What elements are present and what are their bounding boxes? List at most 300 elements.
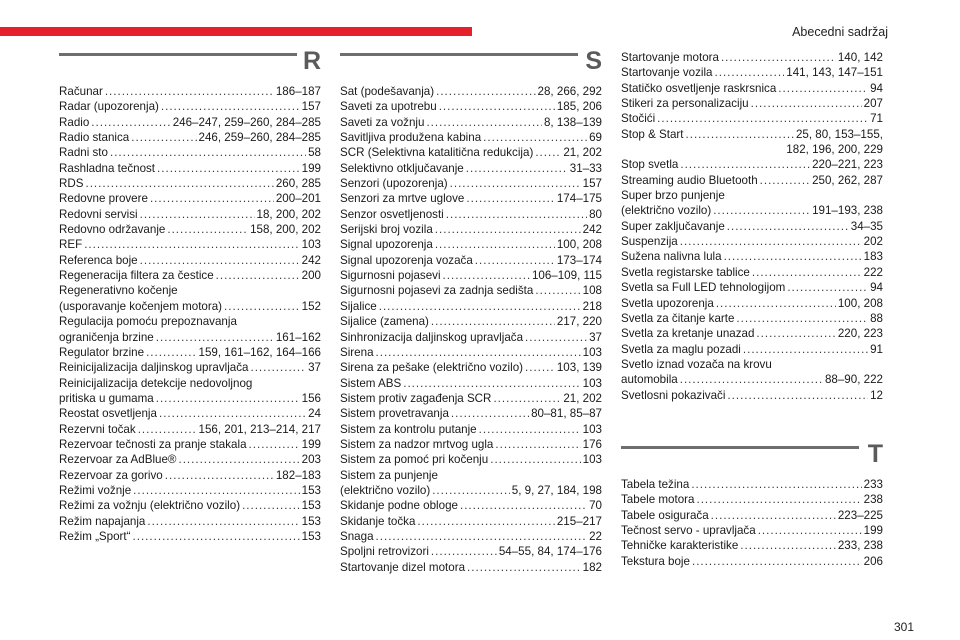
index-entry-term: Svetlosni pokazivači <box>621 388 726 402</box>
index-entry <box>59 345 321 360</box>
index-entry-pages: 100, 208 <box>837 296 883 310</box>
index-entry-term: Super zaključavanje <box>621 219 725 233</box>
index-entry <box>621 203 883 218</box>
dot-leader <box>165 468 274 483</box>
index-entry <box>340 99 602 114</box>
index-entry <box>340 391 602 406</box>
index-entry-pages: 103, 139 <box>556 361 602 375</box>
index-entry-pages: 34–35 <box>850 219 883 233</box>
index-entry-term: Svetla za maglu pozadi <box>621 342 741 356</box>
index-entry-pages: 108 <box>582 284 602 298</box>
dot-leader <box>716 296 836 311</box>
index-entry-pages: 207 <box>863 97 883 111</box>
dot-leader <box>483 130 587 145</box>
section-rule <box>340 53 578 56</box>
index-entry <box>340 330 602 345</box>
index-entry-pages: 156 <box>301 391 321 405</box>
index-entry-pages: 37 <box>308 361 321 375</box>
dot-leader <box>680 372 823 387</box>
index-entry <box>340 161 602 176</box>
index-entry-term: SCR (Selektivna katalitična redukcija) <box>340 146 534 160</box>
index-entry-pages: 215–217 <box>556 514 602 528</box>
index-entry <box>59 115 321 130</box>
index-entry-term: Serijski broj vozila <box>340 223 433 237</box>
index-entry-pages: 182–183 <box>275 468 321 482</box>
index-entry-pages: 182 <box>582 560 602 574</box>
index-entry-pages: 158, 200, 202 <box>250 223 321 237</box>
dot-leader <box>711 508 836 523</box>
index-entry-pages: 21, 202 <box>563 391 602 405</box>
index-entry <box>59 422 321 437</box>
index-entry-pages: 71 <box>870 112 883 126</box>
dot-leader <box>161 99 300 114</box>
dot-leader <box>724 249 862 264</box>
dot-leader <box>435 222 581 237</box>
dot-leader <box>680 157 810 172</box>
dot-leader <box>525 360 555 375</box>
accent-bar <box>0 27 472 36</box>
section-header <box>340 47 602 78</box>
index-entry <box>59 268 321 283</box>
index-entry-pages: 153 <box>301 529 321 543</box>
index-entry <box>59 145 321 160</box>
section-header <box>621 439 883 471</box>
index-entry-pages: 199 <box>863 523 883 537</box>
dot-leader <box>403 376 580 391</box>
dot-leader <box>91 115 170 130</box>
index-entry <box>621 372 883 387</box>
index-entry <box>59 191 321 206</box>
dot-leader <box>535 145 561 160</box>
index-entry <box>621 538 883 553</box>
dot-leader <box>133 483 299 498</box>
dot-leader <box>140 207 255 222</box>
index-entry <box>340 376 602 391</box>
index-entry-pages: 183 <box>863 250 883 264</box>
index-entry-term: Startovanje motora <box>621 51 719 64</box>
index-entry-pages: 69 <box>589 131 602 145</box>
index-entry-pages: 103 <box>301 238 321 252</box>
index-entry <box>59 299 321 314</box>
index-entry-term: Stočići <box>621 112 656 126</box>
section-gap <box>621 403 883 443</box>
index-entry-term: Tabela težina <box>621 477 690 491</box>
index-entry-term: Tečnost servo - upravljača <box>621 523 756 537</box>
index-entry <box>340 314 602 329</box>
index-entry-term: automobila <box>621 373 678 387</box>
index-entry-pages: 91 <box>870 342 883 356</box>
index-entry <box>59 498 321 513</box>
index-entry-term: Sistem za pomoć pri kočenju <box>340 453 489 467</box>
index-entry-term: Rashladna tečnost <box>59 161 156 175</box>
dot-leader <box>758 523 862 538</box>
index-entry <box>59 161 321 176</box>
index-entry <box>621 127 883 142</box>
index-entry <box>59 222 321 237</box>
section-letter: S <box>585 47 602 75</box>
index-entry-pages: 191–193, 238 <box>812 204 883 218</box>
index-entry-pages: 222 <box>863 265 883 279</box>
index-entry-pages: 220, 223 <box>837 327 883 341</box>
dot-leader <box>432 483 510 498</box>
index-entry-term: ograničenja brzine <box>59 330 154 344</box>
index-entry-term: Selektivno otključavanje <box>340 161 464 175</box>
index-entry <box>340 422 602 437</box>
index-entry-term: Sirena za pešake (električno vozilo) <box>340 361 524 375</box>
dot-leader <box>696 492 861 507</box>
dot-leader <box>466 161 568 176</box>
index-entry <box>340 360 602 375</box>
dot-leader <box>727 219 849 234</box>
dot-leader <box>443 268 530 283</box>
index-entry-term: Redovno održavanje <box>59 223 166 237</box>
index-entry <box>340 514 602 529</box>
index-entry <box>340 207 602 222</box>
index-entry-pages: 18, 200, 202 <box>256 207 321 221</box>
index-entry <box>340 299 602 314</box>
page-header-title: Abecedni sadržaj <box>792 25 888 39</box>
index-entry-pages: 8, 138–139 <box>543 115 602 129</box>
index-entry-term: Skidanje podne obloge <box>340 499 458 513</box>
index-entry-pages: 161–162 <box>275 330 321 344</box>
dot-leader <box>691 477 861 492</box>
index-entry-term: Sistem protiv zagađenja SCR <box>340 391 492 405</box>
index-entry-pages: 12 <box>870 388 883 402</box>
index-entry-pages: 88–90, 222 <box>824 373 883 387</box>
index-entry-term: (usporavanje kočenjem motora) <box>59 299 223 313</box>
index-entry <box>340 84 602 99</box>
index-entry <box>621 477 883 492</box>
dot-leader <box>150 191 274 206</box>
index-entry-term: Sinhronizacija daljinskog upravljača <box>340 330 524 344</box>
index-entry-pages: 199 <box>301 161 321 175</box>
index-entry-pages: 176 <box>582 437 602 451</box>
index-entry <box>340 406 602 421</box>
dot-leader <box>84 237 299 252</box>
index-entry <box>59 330 321 345</box>
index-entry <box>621 508 883 523</box>
dot-leader <box>133 529 300 544</box>
dot-leader <box>460 498 587 513</box>
index-entry-term: Suspenzija <box>621 235 678 249</box>
index-entry <box>621 81 883 96</box>
index-entry-term: Svetla registarske tablice <box>621 265 750 279</box>
index-entry-pages: 24 <box>308 407 321 421</box>
index-entry <box>621 219 883 234</box>
index-entry <box>59 176 321 191</box>
index-entry-term: Senzor osvetljenosti <box>340 207 444 221</box>
index-entry-pages: 185, 206 <box>556 100 602 114</box>
index-entry-term: Stop svetla <box>621 158 679 172</box>
dot-leader <box>475 253 555 268</box>
index-entry-term: Startovanje dizel motora <box>340 560 466 574</box>
index-entry-pages: 103 <box>582 345 602 359</box>
index-entry-term: Regeneracija filtera za čestice <box>59 269 214 283</box>
index-entry-term: Reinicijalizacija daljinskog upravljača <box>59 361 249 375</box>
index-entry-pages: 223–225 <box>837 508 883 522</box>
index-entry-term: Signal upozorenja vozača <box>340 253 473 267</box>
index-entry-heading: Svetlo iznad vozača na krovu <box>621 357 772 371</box>
index-entry-term: Skidanje točka <box>340 514 416 528</box>
index-entry <box>340 176 602 191</box>
index-entry-pages: 70 <box>589 499 602 513</box>
index-entry <box>340 345 602 360</box>
dot-leader <box>751 96 862 111</box>
dot-leader <box>147 514 299 529</box>
index-entry-pages: 153 <box>301 499 321 513</box>
index-entry-term: Sistem provetravanja <box>340 407 449 421</box>
dot-leader <box>479 422 581 437</box>
index-entry <box>621 342 883 357</box>
index-entry-heading: Super brzo punjenje <box>621 189 725 203</box>
index-entry-term: Svetla upozorenja <box>621 296 714 310</box>
index-entry-term: Tabele osigurača <box>621 508 709 522</box>
index-entry <box>340 191 602 206</box>
index-entry <box>59 406 321 421</box>
dot-leader <box>156 391 300 406</box>
index-entry-pages: 174–175 <box>556 192 602 206</box>
index-entry-term: Rezervni točak <box>59 422 136 436</box>
index-entry-pages: 21, 202 <box>563 146 602 160</box>
dot-leader <box>156 330 274 345</box>
index-entry-term: Sirena <box>340 345 374 359</box>
index-entry-heading: Reinicijalizacija detekcije nedovoljnog <box>59 376 253 390</box>
index-entry <box>621 50 883 65</box>
index-entry <box>621 65 883 80</box>
index-entry-term: (električno vozilo) <box>340 483 431 497</box>
index-entry <box>621 157 883 172</box>
index-entry-pages: 206 <box>863 554 883 568</box>
dot-leader <box>110 145 306 160</box>
index-entry-pages: 217, 220 <box>556 315 602 329</box>
dot-leader <box>752 265 862 280</box>
dot-leader <box>495 437 580 452</box>
index-entry <box>340 544 602 559</box>
index-entry-term: Streaming audio Bluetooth <box>621 173 758 187</box>
index-entry-term: Startovanje vozila <box>621 66 713 80</box>
index-entry <box>340 452 602 467</box>
index-entry-term: Stikeri za personalizaciju <box>621 97 749 111</box>
index-entry <box>59 237 321 252</box>
index-entry-term: RDS <box>59 177 84 191</box>
index-entry-term: REF <box>59 238 83 252</box>
index-entry-pages: 140, 142 <box>837 51 883 64</box>
dot-leader <box>467 560 581 575</box>
index-entry-term: Rezervoar tečnosti za pranje stakala <box>59 437 247 451</box>
index-entry-term: Sužena nalivna lula <box>621 250 722 264</box>
index-entry <box>59 468 321 483</box>
dot-leader <box>756 326 835 341</box>
index-entry-term: Redovni servisi <box>59 207 138 221</box>
index-entry <box>340 115 602 130</box>
index-entry-term: Saveti za upotrebu <box>340 100 437 114</box>
index-entry-pages: 242 <box>301 253 321 267</box>
index-entry-pages: 153 <box>301 483 321 497</box>
index-entry-pages: 153 <box>301 514 321 528</box>
dot-leader <box>224 299 300 314</box>
index-entry <box>621 388 883 403</box>
index-entry <box>621 173 883 188</box>
index-entry-term: Snaga <box>340 529 374 543</box>
dot-leader <box>167 222 248 237</box>
index-entry-term: Sistem za nadzor mrtvog ugla <box>340 437 494 451</box>
dot-leader <box>535 283 580 298</box>
index-entry-term: Tehničke karakteristike <box>621 539 739 553</box>
index-entry <box>59 437 321 452</box>
index-entry <box>59 391 321 406</box>
index-entry-pages: 31–33 <box>569 161 602 175</box>
index-entry-pages: 199 <box>301 437 321 451</box>
index-entry <box>621 311 883 326</box>
dot-leader <box>715 65 785 80</box>
index-entry-pages: 246–247, 259–260, 284–285 <box>172 115 321 129</box>
index-entry-pages: 260, 285 <box>275 177 321 191</box>
index-entry-term: Sijalice <box>340 299 377 313</box>
index-entry <box>340 560 602 575</box>
dot-leader <box>159 406 306 421</box>
index-entry-pages: 246, 259–260, 284–285 <box>198 131 321 145</box>
index-entry-term: Statičko osvetljenje raskrsnica <box>621 81 777 95</box>
dot-leader <box>426 115 542 130</box>
index-entry <box>621 280 883 295</box>
index-entry-pages: 28, 266, 292 <box>537 85 602 98</box>
index-entry-pages: 156, 201, 213–214, 217 <box>198 422 321 436</box>
index-entry <box>621 523 883 538</box>
index-entry-term: Sat (podešavanja) <box>340 85 435 98</box>
index-column-2 <box>340 47 602 575</box>
section-letter: R <box>302 47 321 75</box>
index-entry <box>59 360 321 375</box>
index-entry <box>621 265 883 280</box>
index-entry-term: Rezervoar za gorivo <box>59 468 163 482</box>
dot-leader <box>727 388 868 403</box>
dot-leader <box>493 391 561 406</box>
index-entry-term: Sigurnosni pojasevi <box>340 269 441 283</box>
index-entry-term: Radni sto <box>59 146 108 160</box>
dot-leader <box>451 406 529 421</box>
dot-leader <box>680 234 862 249</box>
index-entry <box>59 529 321 544</box>
index-entry-term: Stop & Start <box>621 127 684 141</box>
index-entry-pages: 94 <box>870 81 883 95</box>
dot-leader <box>178 452 299 467</box>
dot-leader <box>450 176 581 191</box>
index-entry-pages: 103 <box>582 453 602 467</box>
index-entry-pages: 202 <box>863 235 883 249</box>
index-entry-term: Sistem ABS <box>340 376 402 390</box>
index-entry <box>59 483 321 498</box>
index-entry-pages: 100, 208 <box>556 238 602 252</box>
section-rule <box>621 446 859 449</box>
dot-leader <box>140 253 300 268</box>
dot-leader <box>721 50 836 65</box>
index-entry-pages: 141, 143, 147–151 <box>786 66 883 80</box>
index-entry-pages: 200–201 <box>275 192 321 206</box>
index-entry <box>340 222 602 237</box>
section-letter: T <box>867 439 883 468</box>
index-entry-heading: Regenerativno kočenje <box>59 284 178 298</box>
dot-leader <box>439 99 555 114</box>
index-column-3 <box>621 50 883 569</box>
index-entry-heading: Sistem za punjenje <box>340 468 438 482</box>
index-entry-pages: 103 <box>582 422 602 436</box>
section-rule <box>59 53 297 56</box>
index-entry-term: Svetla sa Full LED tehnologijom <box>621 281 786 295</box>
dot-leader <box>376 529 588 544</box>
dot-leader <box>216 268 300 283</box>
index-entry-term: Referenca boje <box>59 253 138 267</box>
index-entry-pages: 157 <box>582 177 602 191</box>
dot-leader <box>760 173 810 188</box>
index-entry <box>621 326 883 341</box>
index-entry-term: Savitljiva produžena kabina <box>340 131 482 145</box>
index-entry-term: (električno vozilo) <box>621 204 712 218</box>
dot-leader <box>250 360 306 375</box>
dot-leader <box>736 311 868 326</box>
index-entry-pages: 218 <box>582 299 602 313</box>
index-entry-pages: 80–81, 85–87 <box>531 407 602 421</box>
index-entry-pages: 106–109, 115 <box>531 269 602 283</box>
index-entry-term: Radar (upozorenja) <box>59 100 159 114</box>
index-entry <box>340 253 602 268</box>
index-entry <box>59 452 321 467</box>
dot-leader <box>249 437 300 452</box>
index-entry-term: Režim „Sport“ <box>59 529 131 543</box>
dot-leader <box>431 544 497 559</box>
index-entry-term: Reostat osvetljenja <box>59 407 157 421</box>
section-header <box>59 47 321 78</box>
index-entry-pages: 25, 80, 153–155, <box>795 127 883 141</box>
dot-leader <box>435 237 555 252</box>
index-entry-term: Računar <box>59 85 103 98</box>
index-column-1 <box>59 47 321 544</box>
index-entry-pages: 37 <box>589 330 602 344</box>
dot-leader <box>146 345 196 360</box>
index-entry-pages-continued: 182, 196, 200, 229 <box>786 143 883 157</box>
dot-leader <box>778 81 868 96</box>
index-entry <box>340 237 602 252</box>
index-entry-term: Režimi vožnje <box>59 483 132 497</box>
index-entry-pages: 94 <box>870 281 883 295</box>
dot-leader <box>446 207 587 222</box>
dot-leader <box>376 345 581 360</box>
index-entry-pages: 233 <box>863 477 883 491</box>
index-entry-term: Senzori za mrtve uglove <box>340 192 465 206</box>
index-entry <box>340 498 602 513</box>
index-entry-pages: 238 <box>863 493 883 507</box>
index-entry <box>59 99 321 114</box>
index-entry <box>340 130 602 145</box>
index-entry-term: Senzori (upozorenja) <box>340 177 448 191</box>
dot-leader <box>692 554 862 569</box>
index-entry-heading: Regulacija pomoću prepoznavanja <box>59 315 237 329</box>
dot-leader <box>417 514 554 529</box>
dot-leader <box>787 280 868 295</box>
index-entry <box>621 96 883 111</box>
dot-leader <box>131 130 196 145</box>
index-entry-term: Sigurnosni pojasevi za zadnja sedišta <box>340 284 534 298</box>
index-entry <box>621 249 883 264</box>
index-entry-pages: 200 <box>301 269 321 283</box>
index-entry-pages: 233, 238 <box>837 539 883 553</box>
index-entry-term: Svetla za kretanje unazad <box>621 327 755 341</box>
index-entry-pages: 203 <box>301 453 321 467</box>
index-entry-term: Redovne provere <box>59 192 148 206</box>
index-entry-pages: 242 <box>582 223 602 237</box>
index-entry-pages: 157 <box>301 100 321 114</box>
index-entry-term: Rezervoar za AdBlue® <box>59 453 177 467</box>
index-entry-term: Regulator brzine <box>59 345 145 359</box>
